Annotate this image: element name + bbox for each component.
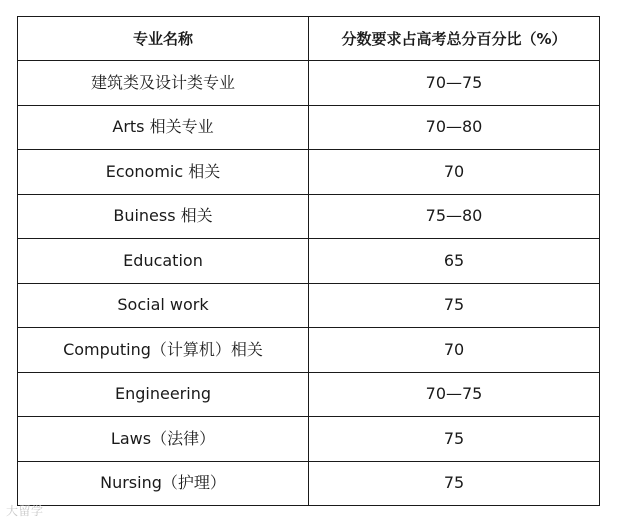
major-name-cell: Nursing（护理） [18, 461, 309, 506]
major-name-cell: Laws（法律） [18, 417, 309, 462]
major-name-cell: 建筑类及设计类专业 [18, 61, 309, 106]
table-row [18, 328, 600, 373]
score-cell: 65 [309, 239, 600, 284]
score-cell: 70—80 [309, 105, 600, 150]
table-row [18, 417, 600, 462]
score-cell: 70 [309, 328, 600, 373]
score-cell: 75 [309, 417, 600, 462]
table-row [18, 239, 600, 284]
major-name-cell: Computing（计算机）相关 [18, 328, 309, 373]
header-major-name: 专业名称 [18, 17, 309, 61]
table-row [18, 283, 600, 328]
table-row [18, 194, 600, 239]
watermark: 大留学 [6, 504, 44, 518]
score-cell: 70—75 [309, 372, 600, 417]
major-name-cell: Social work [18, 283, 309, 328]
score-cell: 70—75 [309, 61, 600, 106]
table-row [18, 150, 600, 195]
requirements-table [17, 16, 600, 506]
requirements-table-container [17, 16, 599, 506]
major-name-cell: Economic 相关 [18, 150, 309, 195]
table-row [18, 105, 600, 150]
table-row [18, 61, 600, 106]
header-score-percentage: 分数要求占高考总分百分比（%） [309, 17, 600, 61]
score-cell: 75—80 [309, 194, 600, 239]
major-name-cell: Arts 相关专业 [18, 105, 309, 150]
score-cell: 75 [309, 461, 600, 506]
table-row [18, 372, 600, 417]
table-row [18, 461, 600, 506]
major-name-cell: Buiness 相关 [18, 194, 309, 239]
major-name-cell: Education [18, 239, 309, 284]
score-cell: 70 [309, 150, 600, 195]
table-header-row [18, 17, 600, 61]
score-cell: 75 [309, 283, 600, 328]
major-name-cell: Engineering [18, 372, 309, 417]
